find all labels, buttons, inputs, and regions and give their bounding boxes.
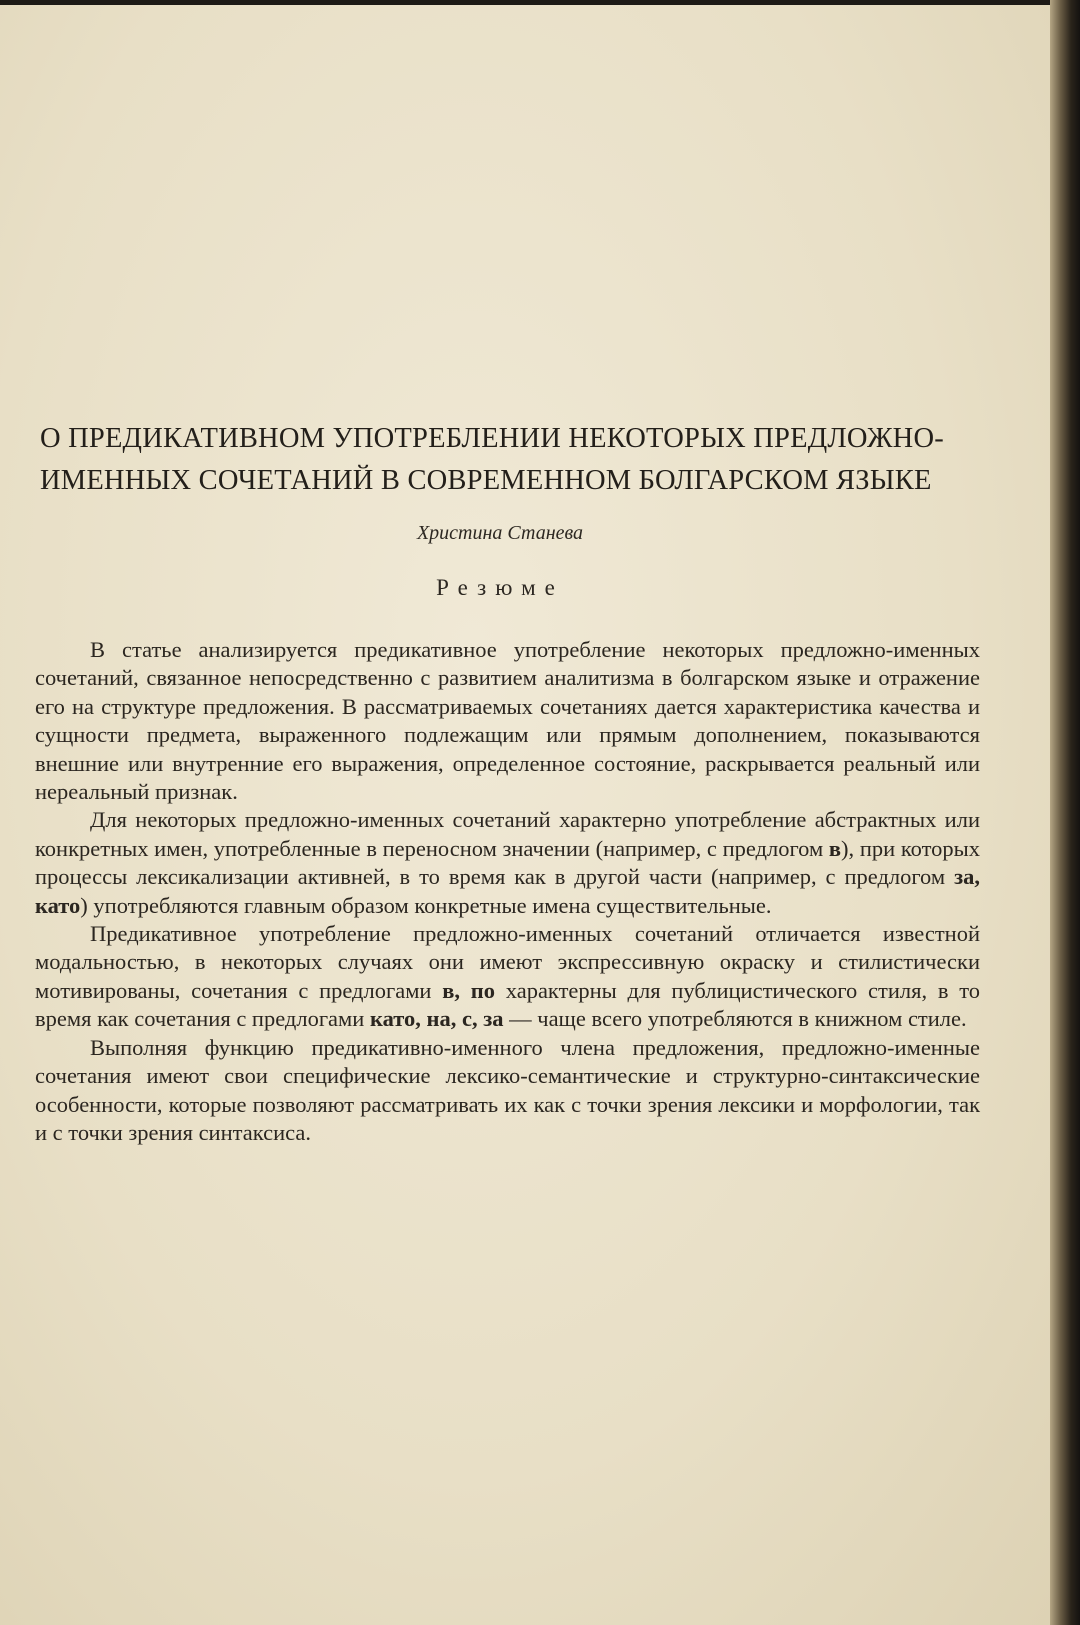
preposition-example-v-po: в, по bbox=[442, 977, 495, 1003]
abstract-body bbox=[35, 636, 980, 1147]
paragraph-3 bbox=[35, 920, 980, 1034]
preposition-example-kato-na-s-za: като, на, с, за bbox=[369, 1006, 504, 1032]
paragraph-3-text-c: — чаще всего употребляются в книжном стиле. bbox=[503, 1006, 967, 1032]
paragraph-2 bbox=[35, 806, 980, 920]
page-top-edge bbox=[0, 0, 1050, 5]
paragraph-4: Выполняя функцию предикативно-именного члена предложения, предложно-именные сочетания имеют свои специфические лексико-семантические и структурно-синтаксические особенности, которые позволяют рассматривать их как с точки зрения лексики и морфологии, так и с точки зрения синтаксиса. bbox=[35, 1034, 980, 1145]
paragraph-2-text-c: ) употребляются главным образом конкретные имена существительные. bbox=[80, 892, 772, 918]
title-line-2: ИМЕННЫХ СОЧЕТАНИЙ В СОВРЕМЕННОМ БОЛГАРСКОМ ЯЗЫКЕ bbox=[40, 465, 932, 496]
paragraph-1: В статье анализируется предикативное употребление некоторых предложно-именных сочетаний, связанное непосредственно с развитием аналитизма в болгарском языке и отражение его на структуре предложения. В рассматриваемых сочетаниях дается характеристика качества и сущности предмета, выраженного подлежащим или прямым дополнением, показываются внешние или внутренние его выражения, определенное состояние, раскрывается реальный или нереальный признак. bbox=[35, 637, 980, 805]
book-spine-shadow bbox=[1050, 0, 1080, 1625]
section-heading: Резюме bbox=[436, 575, 564, 600]
article-title bbox=[40, 418, 1040, 502]
paragraph-3-text-b: характерны для публицистического стиля, в то время как сочетания с предлогами bbox=[35, 977, 980, 1032]
preposition-example-za-kato: за, като bbox=[35, 864, 980, 918]
preposition-example-v: в bbox=[828, 835, 842, 861]
title-line-1: О ПРЕДИКАТИВНОМ УПОТРЕБЛЕНИИ НЕКОТОРЫХ ПРЕДЛОЖНО- bbox=[40, 423, 944, 454]
paragraph-2-text-a: Для некоторых предложно-именных сочетаний характерно употребление абстрактных или конкретных имен, употребленные в переносном значении (например, с предлогом bbox=[35, 807, 980, 861]
author-name: Христина Станева bbox=[416, 522, 584, 544]
paragraph-2-text-b: ), при которых процессы лексикализации активней, в то время как в другой части (например, с предлогом bbox=[35, 835, 980, 890]
paragraph-3-text-a: Предикативное употребление предложно-именных сочетаний отличается известной модальностью, в некоторых случаях они имеют экспрессивную окраску и стилистически мотивированы, сочетания с предлогами bbox=[35, 921, 980, 1003]
